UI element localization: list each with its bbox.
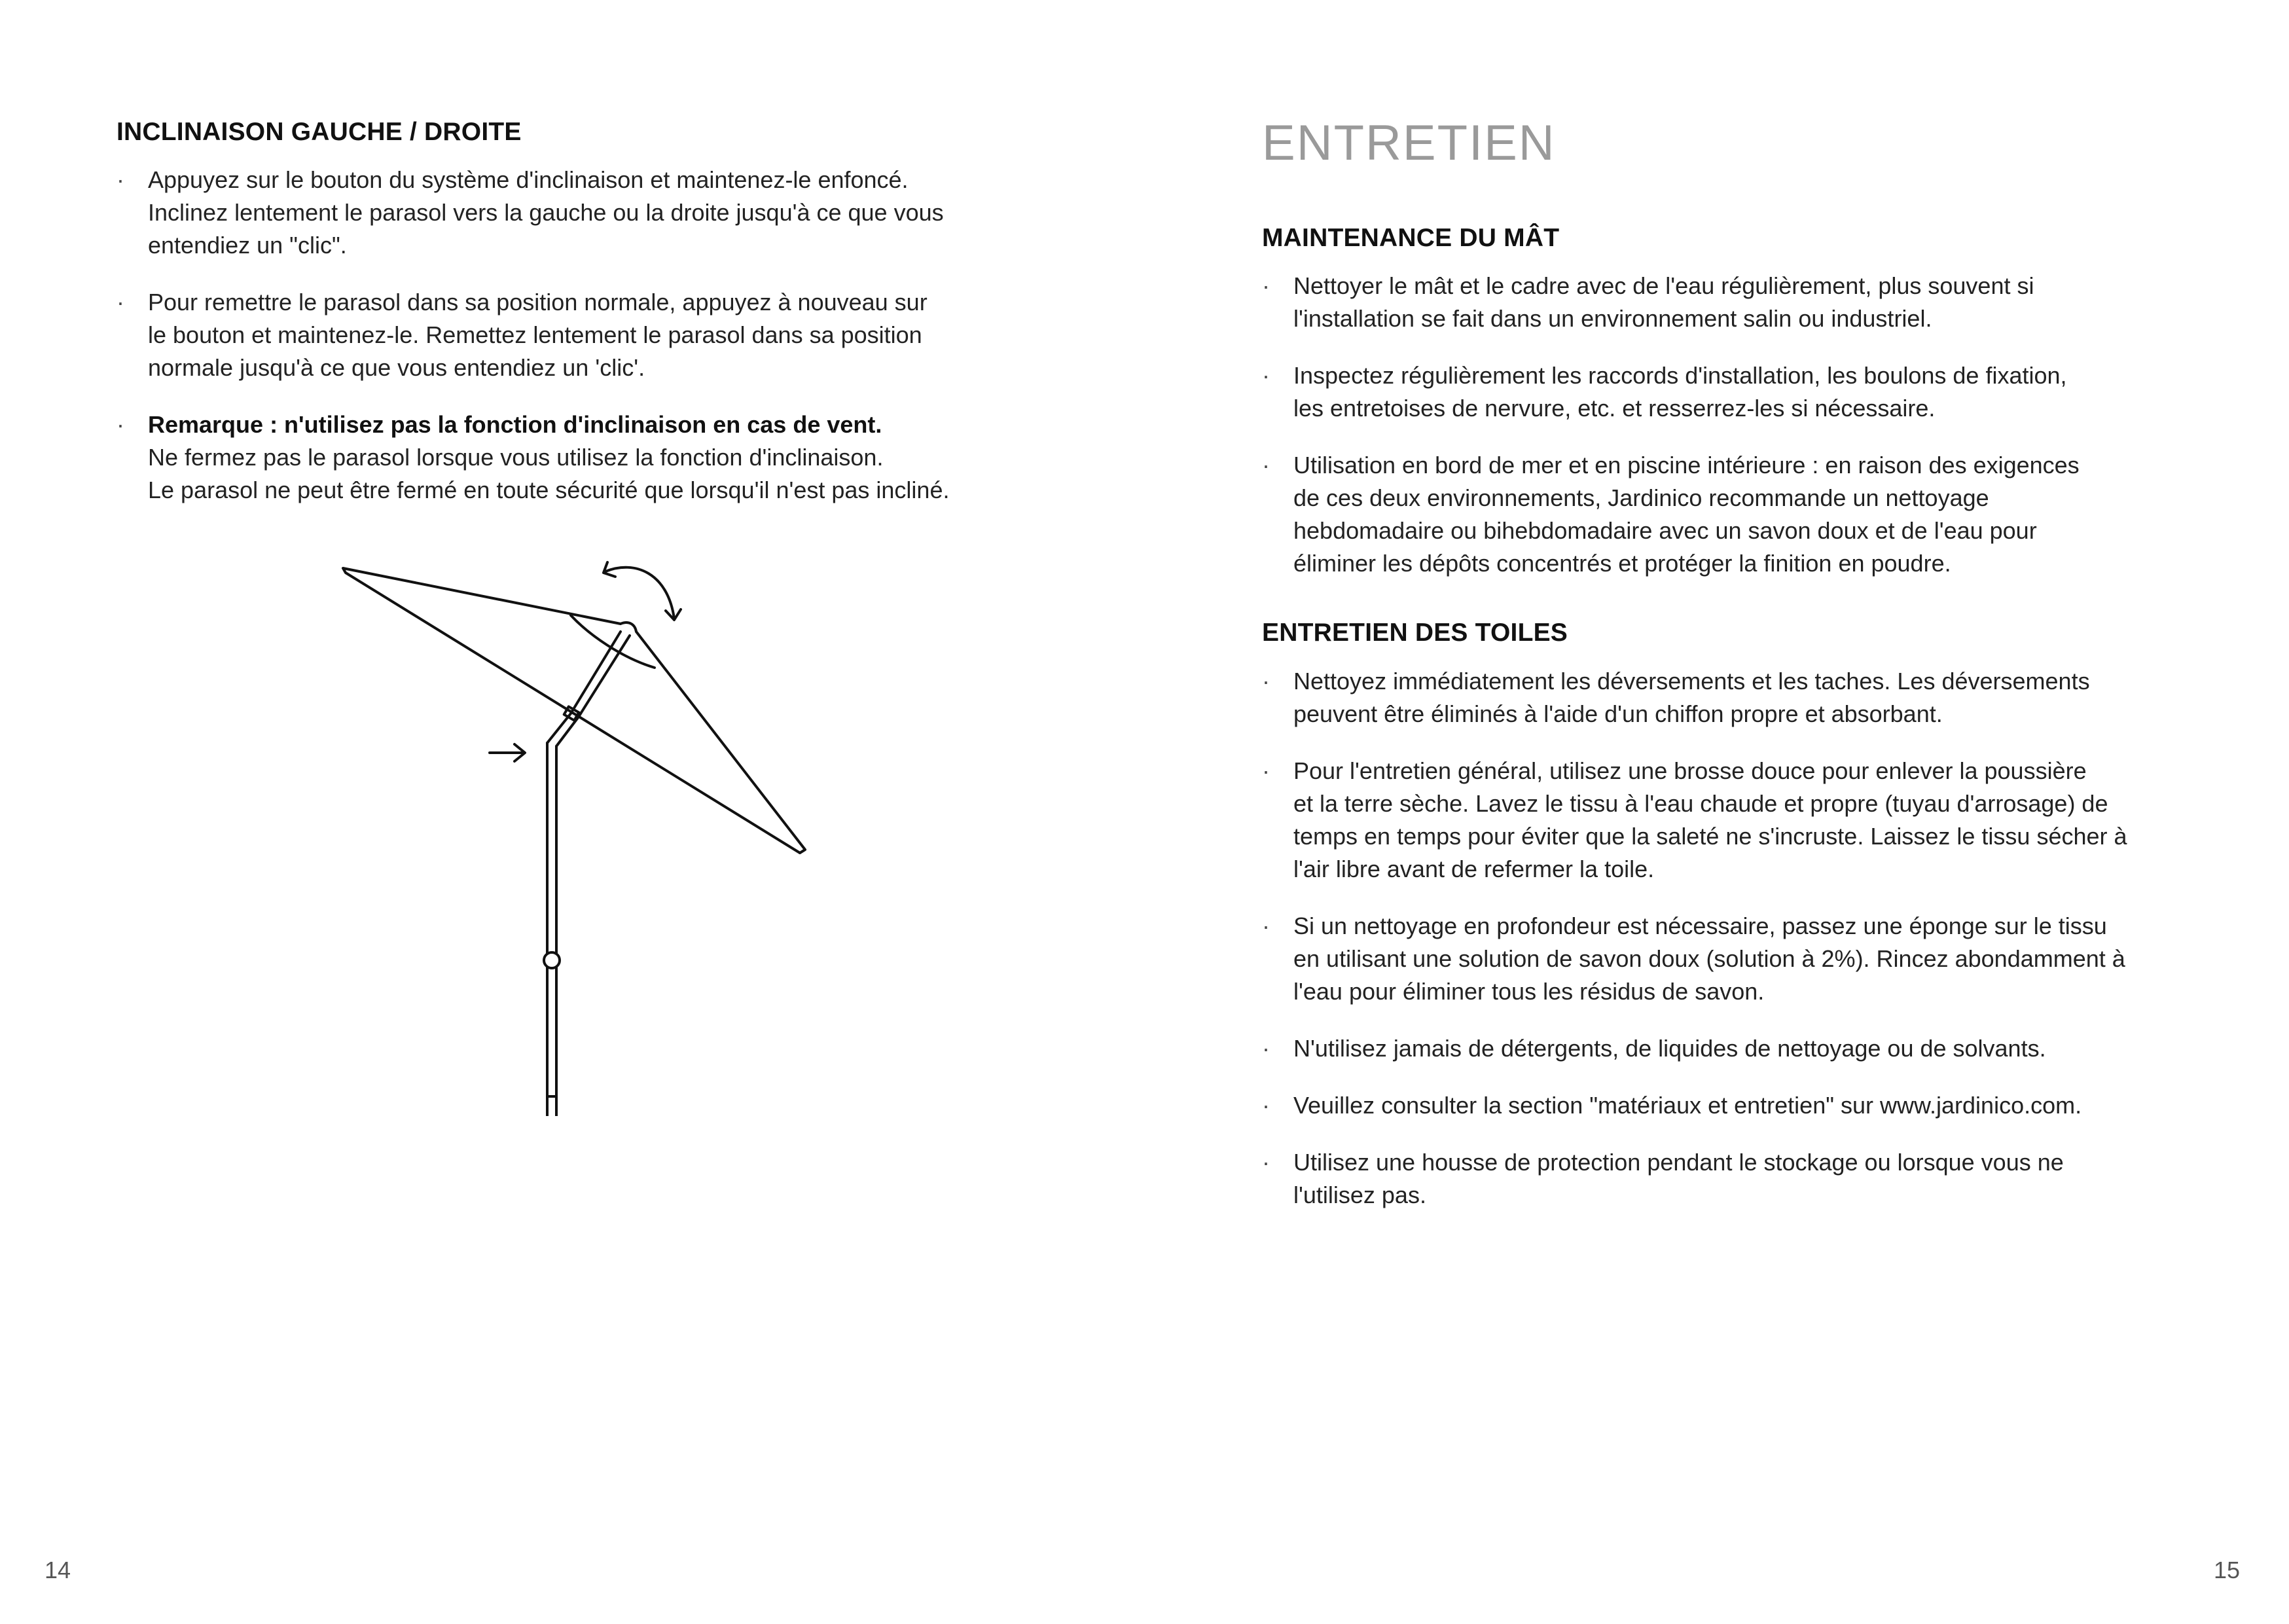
bullet-dot-icon: · xyxy=(1262,912,1270,939)
bullet-text-line: les entretoises de nervure, etc. et resserrez-les si nécessaire. xyxy=(1293,395,1936,422)
bullet-dot-icon: · xyxy=(1262,362,1270,389)
list-item xyxy=(1262,910,2270,1008)
parasol-pole-and-arrows xyxy=(327,553,838,1116)
right-page xyxy=(1144,0,2289,1624)
list-item xyxy=(1262,1146,2270,1212)
bullet-dot-icon: · xyxy=(1262,1035,1270,1062)
bullet-text-line: Inspectez régulièrement les raccords d'installation, les boulons de fixation, xyxy=(1293,362,2067,389)
bullet-text-line: normale jusqu'à ce que vous entendiez un 'clic'. xyxy=(148,354,645,381)
bullet-dot-icon: · xyxy=(1262,1092,1270,1119)
rotation-arrow xyxy=(605,568,674,619)
list-item xyxy=(1262,665,2270,731)
bullet-dot-icon: · xyxy=(1262,1149,1270,1176)
list-item xyxy=(1262,1089,2270,1122)
list-item xyxy=(117,286,1111,384)
list-item xyxy=(1262,449,2270,580)
bullet-text-line: Ne fermez pas le parasol lorsque vous utilisez la fonction d'inclinaison. xyxy=(148,444,884,471)
list-item xyxy=(1262,755,2270,886)
bullet-dot-icon: · xyxy=(1262,452,1270,478)
bullet-text-line: Nettoyer le mât et le cadre avec de l'eau régulièrement, plus souvent si xyxy=(1293,272,2034,299)
list-item xyxy=(1262,1032,2270,1065)
bullet-text-line: Si un nettoyage en profondeur est nécessaire, passez une éponge sur le tissu xyxy=(1293,912,2107,939)
list-item xyxy=(1262,270,2270,335)
lower-pole xyxy=(547,743,556,1096)
bullet-text-line: et la terre sèche. Lavez le tissu à l'eau chaude et propre (tuyau d'arrosage) de xyxy=(1293,790,2108,817)
bullet-text-line: éliminer les dépôts concentrés et protéger la finition en poudre. xyxy=(1293,550,1951,577)
page-number-right: 15 xyxy=(2214,1557,2241,1583)
bullet-text-line: temps en temps pour éviter que la saleté ne s'incruste. Laissez le tissu sécher à xyxy=(1293,823,2127,850)
bullet-dot-icon: · xyxy=(1262,668,1270,695)
bullet-dot-icon: · xyxy=(117,411,124,438)
mast-maintenance-list xyxy=(1262,270,2270,604)
bullet-text-line: Nettoyez immédiatement les déversements et les taches. Les déversements xyxy=(1293,668,2090,695)
bullet-text-line: Appuyez sur le bouton du système d'inclinaison et maintenez-le enfoncé. xyxy=(148,166,909,193)
bullet-dot-icon: · xyxy=(117,166,124,193)
bullet-text-line: l'installation se fait dans un environnement salin ou industriel. xyxy=(1293,305,1932,332)
tilt-heading: INCLINAISON GAUCHE / DROITE xyxy=(117,118,522,146)
tilt-instructions-list xyxy=(117,164,1111,531)
pole-connector xyxy=(544,952,560,968)
bullet-text-line: entendiez un "clic". xyxy=(148,232,347,259)
bullet-dot-icon: · xyxy=(117,289,124,316)
bullet-text-line: l'eau pour éliminer tous les résidus de savon. xyxy=(1293,978,1765,1005)
list-item xyxy=(1262,359,2270,425)
canvas-care-heading: ENTRETIEN DES TOILES xyxy=(1262,619,1568,647)
mast-maintenance-heading: MAINTENANCE DU MÂT xyxy=(1262,224,1560,252)
bullet-dot-icon: · xyxy=(1262,757,1270,784)
bullet-note-text: Remarque : n'utilisez pas la fonction d'inclinaison en cas de vent. xyxy=(148,411,882,438)
list-item xyxy=(117,164,1111,262)
bullet-text-line: Le parasol ne peut être fermé en toute sécurité que lorsqu'il n'est pas incliné. xyxy=(148,477,950,503)
canvas-care-list xyxy=(1262,665,2270,1236)
bullet-text-line: l'air libre avant de refermer la toile. xyxy=(1293,856,1655,882)
bullet-text-line: peuvent être éliminés à l'aide d'un chiffon propre et absorbant. xyxy=(1293,700,1943,727)
bullet-dot-icon: · xyxy=(1262,272,1270,299)
bullet-text-line: Utilisez une housse de protection pendant le stockage ou lorsque vous ne xyxy=(1293,1149,2064,1176)
bullet-text-line: Utilisation en bord de mer et en piscine intérieure : en raison des exigences xyxy=(1293,452,2080,478)
page-number-left: 14 xyxy=(45,1557,71,1583)
left-page xyxy=(0,0,1144,1624)
bullet-text-line: en utilisant une solution de savon doux (solution à 2%). Rincez abondamment à xyxy=(1293,945,2125,972)
bullet-text-line: Veuillez consulter la section "matériaux et entretien" sur www.jardinico.com. xyxy=(1293,1092,2082,1119)
bullet-text-line: Pour remettre le parasol dans sa position normale, appuyez à nouveau sur xyxy=(148,289,928,316)
bullet-text-line: de ces deux environnements, Jardinico recommande un nettoyage xyxy=(1293,484,1989,511)
bullet-text-line: le bouton et maintenez-le. Remettez lentement le parasol dans sa position xyxy=(148,321,922,348)
bullet-text-line: l'utilisez pas. xyxy=(1293,1182,1426,1208)
bullet-text-line: Pour l'entretien général, utilisez une brosse douce pour enlever la poussière xyxy=(1293,757,2087,784)
bullet-text-line: Inclinez lentement le parasol vers la gauche ou la droite jusqu'à ce que vous xyxy=(148,199,944,226)
bullet-text-line: N'utilisez jamais de détergents, de liquides de nettoyage ou de solvants. xyxy=(1293,1035,2046,1062)
bullet-text-line: hebdomadaire ou bihebdomadaire avec un savon doux et de l'eau pour xyxy=(1293,517,2037,544)
page-title: ENTRETIEN xyxy=(1262,115,1556,171)
list-item xyxy=(117,408,1111,507)
